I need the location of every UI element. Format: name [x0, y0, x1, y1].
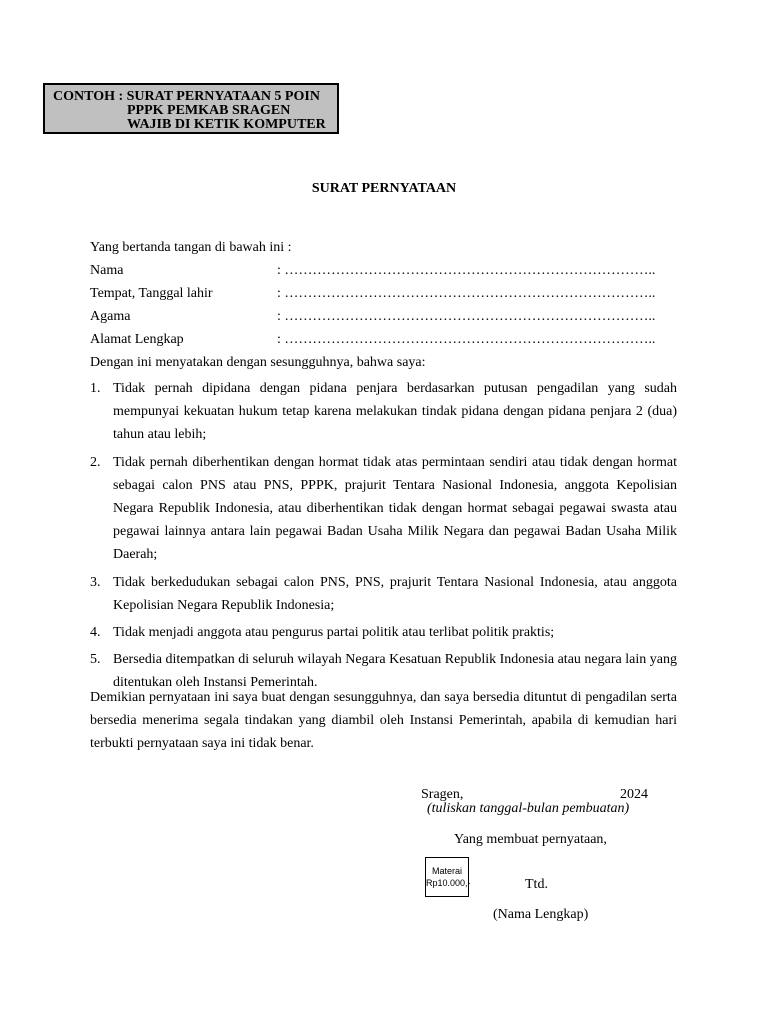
item-number: 1.: [90, 381, 101, 396]
list-item: [90, 451, 677, 567]
statement-list: [90, 377, 677, 699]
stamp-amount: Rp10.000,-: [426, 878, 471, 888]
field-label-religion: Agama: [90, 309, 131, 324]
note-line-2: PPPK PEMKAB SRAGEN: [127, 103, 291, 118]
field-label-birth: Tempat, Tanggal lahir: [90, 286, 213, 301]
item-text: Tidak berkedudukan sebagai calon PNS, PNS, prajurit Tentara Nasional Indonesia, atau anggota Kepolisian Negara Republik Indonesia;: [113, 574, 677, 613]
field-label-address: Alamat Lengkap: [90, 332, 184, 347]
note-line-1: CONTOH : SURAT PERNYATAAN 5 POIN: [53, 89, 320, 104]
field-label-name: Nama: [90, 263, 124, 278]
item-text: Tidak pernah diberhentikan dengan hormat tidak atas permintaan sendiri atau tidak dengan hormat sebagai calon PNS atau PNS, PPPK, prajurit Tentara Nasional Indonesia, anggota Kepolisian Negara Republik Indonesia, atau diberhentikan tidak dengan hormat sebagai pegawai swasta atau pegawai lainnya antara lain pegawai Badan Usaha Milik Negara dan pegawai Badan Usaha Milik Daerah;: [113, 454, 677, 563]
signature-year: 2024: [620, 787, 648, 802]
item-text: Tidak menjadi anggota atau pengurus partai politik atau terlibat politik praktis;: [113, 625, 555, 641]
document-title: SURAT PERNYATAAN: [311, 181, 457, 196]
field-value-name: : ……………………………………………………………………..: [277, 263, 656, 278]
ttd-label: Ttd.: [525, 877, 548, 892]
item-number: 2.: [90, 454, 101, 470]
example-note-box: [43, 83, 339, 134]
closing-paragraph: Demikian pernyataan ini saya buat dengan sesungguhnya, dan saya bersedia dituntut di pengadilan serta bersedia menerima segala tindakan yang diambil oleh Instansi Pemerintah, apabila di kemudian hari terbukti pernyataan saya ini tidak benar.: [90, 690, 677, 752]
item-number: 4.: [90, 625, 101, 641]
field-value-birth: : ……………………………………………………………………..: [277, 286, 656, 301]
list-item: [90, 377, 677, 447]
maker-label: Yang membuat pernyataan,: [454, 832, 607, 847]
intro-text: Yang bertanda tangan di bawah ini :: [90, 240, 292, 255]
stamp-duty-box: [425, 857, 469, 897]
signature-place: Sragen,: [421, 787, 464, 802]
list-item: [90, 621, 677, 644]
date-hint: (tuliskan tanggal-bulan pembuatan): [427, 801, 630, 816]
item-text: Tidak pernah dipidana dengan pidana penjara berdasarkan putusan pengadilan yang sudah mempunyai kekuatan hukum tetap karena melakukan tindak pidana dengan pidana penjara 2 (dua) tahun atau lebih;: [113, 381, 677, 443]
note-line-3: WAJIB DI KETIK KOMPUTER: [127, 117, 326, 132]
field-value-address: : ……………………………………………………………………..: [277, 332, 656, 347]
stamp-label: Materai: [431, 866, 462, 876]
item-text: Bersedia ditempatkan di seluruh wilayah Negara Kesatuan Republik Indonesia atau negara lain yang ditentukan oleh Instansi Pemerintah.: [113, 652, 677, 691]
list-item: [90, 571, 677, 617]
item-number: 3.: [90, 574, 101, 590]
field-value-religion: : ……………………………………………………………………..: [277, 309, 656, 324]
item-number: 5.: [90, 652, 101, 668]
full-name-placeholder: (Nama Lengkap): [493, 907, 589, 922]
statement-intro: Dengan ini menyatakan dengan sesungguhnya, bahwa saya:: [90, 355, 426, 370]
